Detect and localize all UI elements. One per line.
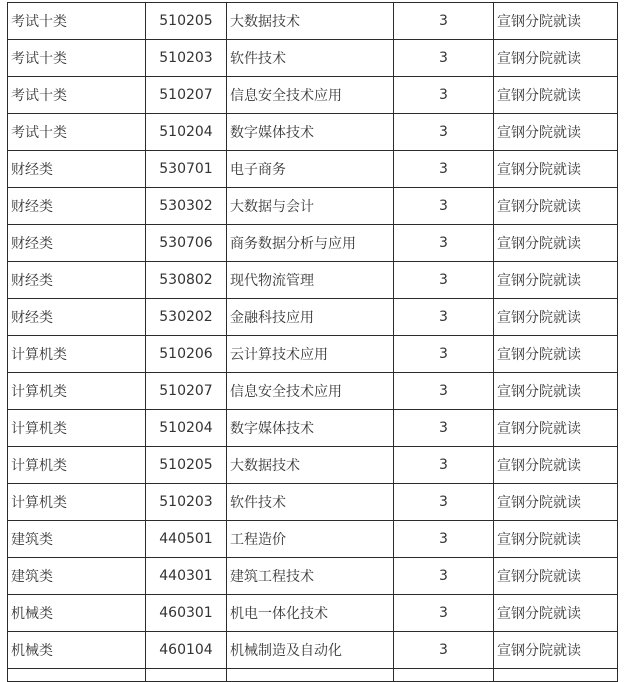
major-cell: 软件技术 — [227, 40, 394, 77]
table-row-partial — [8, 669, 618, 682]
major-cell: 机电一体化技术 — [227, 595, 394, 632]
campus-cell: 宣钢分院就读 — [494, 299, 618, 336]
major-cell: 软件技术 — [227, 484, 394, 521]
campus-cell: 宣钢分院就读 — [494, 77, 618, 114]
table-row — [8, 484, 618, 521]
campus-cell: 宣钢分院就读 — [494, 151, 618, 188]
campus-cell: 宣钢分院就读 — [494, 447, 618, 484]
table-row — [8, 336, 618, 373]
major-cell: 建筑工程技术 — [227, 558, 394, 595]
years-cell: 3 — [394, 447, 494, 484]
code-cell: 510203 — [146, 40, 227, 77]
major-cell: 电子商务 — [227, 151, 394, 188]
category-cell: 计算机类 — [8, 410, 146, 447]
category-cell: 机械类 — [8, 595, 146, 632]
years-cell: 3 — [394, 151, 494, 188]
campus-cell: 宣钢分院就读 — [494, 632, 618, 669]
years-cell: 3 — [394, 114, 494, 151]
category-cell: 建筑类 — [8, 521, 146, 558]
campus-cell: 宣钢分院就读 — [494, 373, 618, 410]
campus-cell: 宣钢分院就读 — [494, 225, 618, 262]
category-cell: 机械类 — [8, 632, 146, 669]
category-cell: 财经类 — [8, 299, 146, 336]
table-row — [8, 595, 618, 632]
code-cell: 530202 — [146, 299, 227, 336]
years-cell: 3 — [394, 410, 494, 447]
years-cell: 3 — [394, 558, 494, 595]
table-row — [8, 151, 618, 188]
code-cell: 510203 — [146, 484, 227, 521]
category-cell: 考试十类 — [8, 3, 146, 40]
major-cell: 信息安全技术应用 — [227, 373, 394, 410]
major-cell: 数字媒体技术 — [227, 410, 394, 447]
table-row — [8, 410, 618, 447]
code-cell: 510207 — [146, 373, 227, 410]
code-cell: 530706 — [146, 225, 227, 262]
major-cell: 商务数据分析与应用 — [227, 225, 394, 262]
majors-table — [7, 2, 618, 682]
table-row — [8, 188, 618, 225]
code-cell: 510206 — [146, 336, 227, 373]
major-cell: 云计算技术应用 — [227, 336, 394, 373]
major-cell: 大数据技术 — [227, 3, 394, 40]
years-cell: 3 — [394, 225, 494, 262]
table-row — [8, 40, 618, 77]
category-cell: 建筑类 — [8, 558, 146, 595]
years-cell: 3 — [394, 373, 494, 410]
category-cell: 计算机类 — [8, 373, 146, 410]
years-cell: 3 — [394, 595, 494, 632]
campus-cell: 宣钢分院就读 — [494, 558, 618, 595]
campus-cell: 宣钢分院就读 — [494, 114, 618, 151]
category-cell: 计算机类 — [8, 484, 146, 521]
campus-cell: 宣钢分院就读 — [494, 3, 618, 40]
category-cell: 财经类 — [8, 225, 146, 262]
years-cell: 3 — [394, 632, 494, 669]
table-row — [8, 447, 618, 484]
table-row — [8, 262, 618, 299]
code-cell: 460104 — [146, 632, 227, 669]
campus-cell: 宣钢分院就读 — [494, 336, 618, 373]
years-cell: 3 — [394, 521, 494, 558]
table-row — [8, 632, 618, 669]
campus-cell: 宣钢分院就读 — [494, 484, 618, 521]
category-cell: 财经类 — [8, 262, 146, 299]
major-cell: 工程造价 — [227, 521, 394, 558]
table-row — [8, 521, 618, 558]
code-cell: 510205 — [146, 447, 227, 484]
years-cell: 3 — [394, 262, 494, 299]
years-cell: 3 — [394, 299, 494, 336]
table-row — [8, 373, 618, 410]
major-cell: 大数据技术 — [227, 447, 394, 484]
code-cell: 530302 — [146, 188, 227, 225]
table-row — [8, 77, 618, 114]
empty-cell — [494, 669, 618, 682]
majors-table-body — [8, 3, 618, 682]
table-row — [8, 3, 618, 40]
code-cell: 530802 — [146, 262, 227, 299]
major-cell: 数字媒体技术 — [227, 114, 394, 151]
table-row — [8, 114, 618, 151]
years-cell: 3 — [394, 40, 494, 77]
years-cell: 3 — [394, 188, 494, 225]
code-cell: 460301 — [146, 595, 227, 632]
code-cell: 440301 — [146, 558, 227, 595]
code-cell: 510207 — [146, 77, 227, 114]
category-cell: 考试十类 — [8, 114, 146, 151]
category-cell: 财经类 — [8, 151, 146, 188]
code-cell: 510205 — [146, 3, 227, 40]
campus-cell: 宣钢分院就读 — [494, 521, 618, 558]
campus-cell: 宣钢分院就读 — [494, 595, 618, 632]
years-cell: 3 — [394, 336, 494, 373]
major-cell: 金融科技应用 — [227, 299, 394, 336]
empty-cell — [394, 669, 494, 682]
category-cell: 考试十类 — [8, 40, 146, 77]
major-cell: 现代物流管理 — [227, 262, 394, 299]
table-row — [8, 299, 618, 336]
code-cell: 510204 — [146, 114, 227, 151]
table-row — [8, 558, 618, 595]
empty-cell — [227, 669, 394, 682]
major-cell: 信息安全技术应用 — [227, 77, 394, 114]
code-cell: 440501 — [146, 521, 227, 558]
code-cell: 530701 — [146, 151, 227, 188]
category-cell: 财经类 — [8, 188, 146, 225]
major-cell: 机械制造及自动化 — [227, 632, 394, 669]
empty-cell — [8, 669, 146, 682]
years-cell: 3 — [394, 3, 494, 40]
category-cell: 考试十类 — [8, 77, 146, 114]
category-cell: 计算机类 — [8, 336, 146, 373]
campus-cell: 宣钢分院就读 — [494, 410, 618, 447]
category-cell: 计算机类 — [8, 447, 146, 484]
table-row — [8, 225, 618, 262]
years-cell: 3 — [394, 484, 494, 521]
empty-cell — [146, 669, 227, 682]
campus-cell: 宣钢分院就读 — [494, 40, 618, 77]
campus-cell: 宣钢分院就读 — [494, 262, 618, 299]
code-cell: 510204 — [146, 410, 227, 447]
campus-cell: 宣钢分院就读 — [494, 188, 618, 225]
major-cell: 大数据与会计 — [227, 188, 394, 225]
years-cell: 3 — [394, 77, 494, 114]
